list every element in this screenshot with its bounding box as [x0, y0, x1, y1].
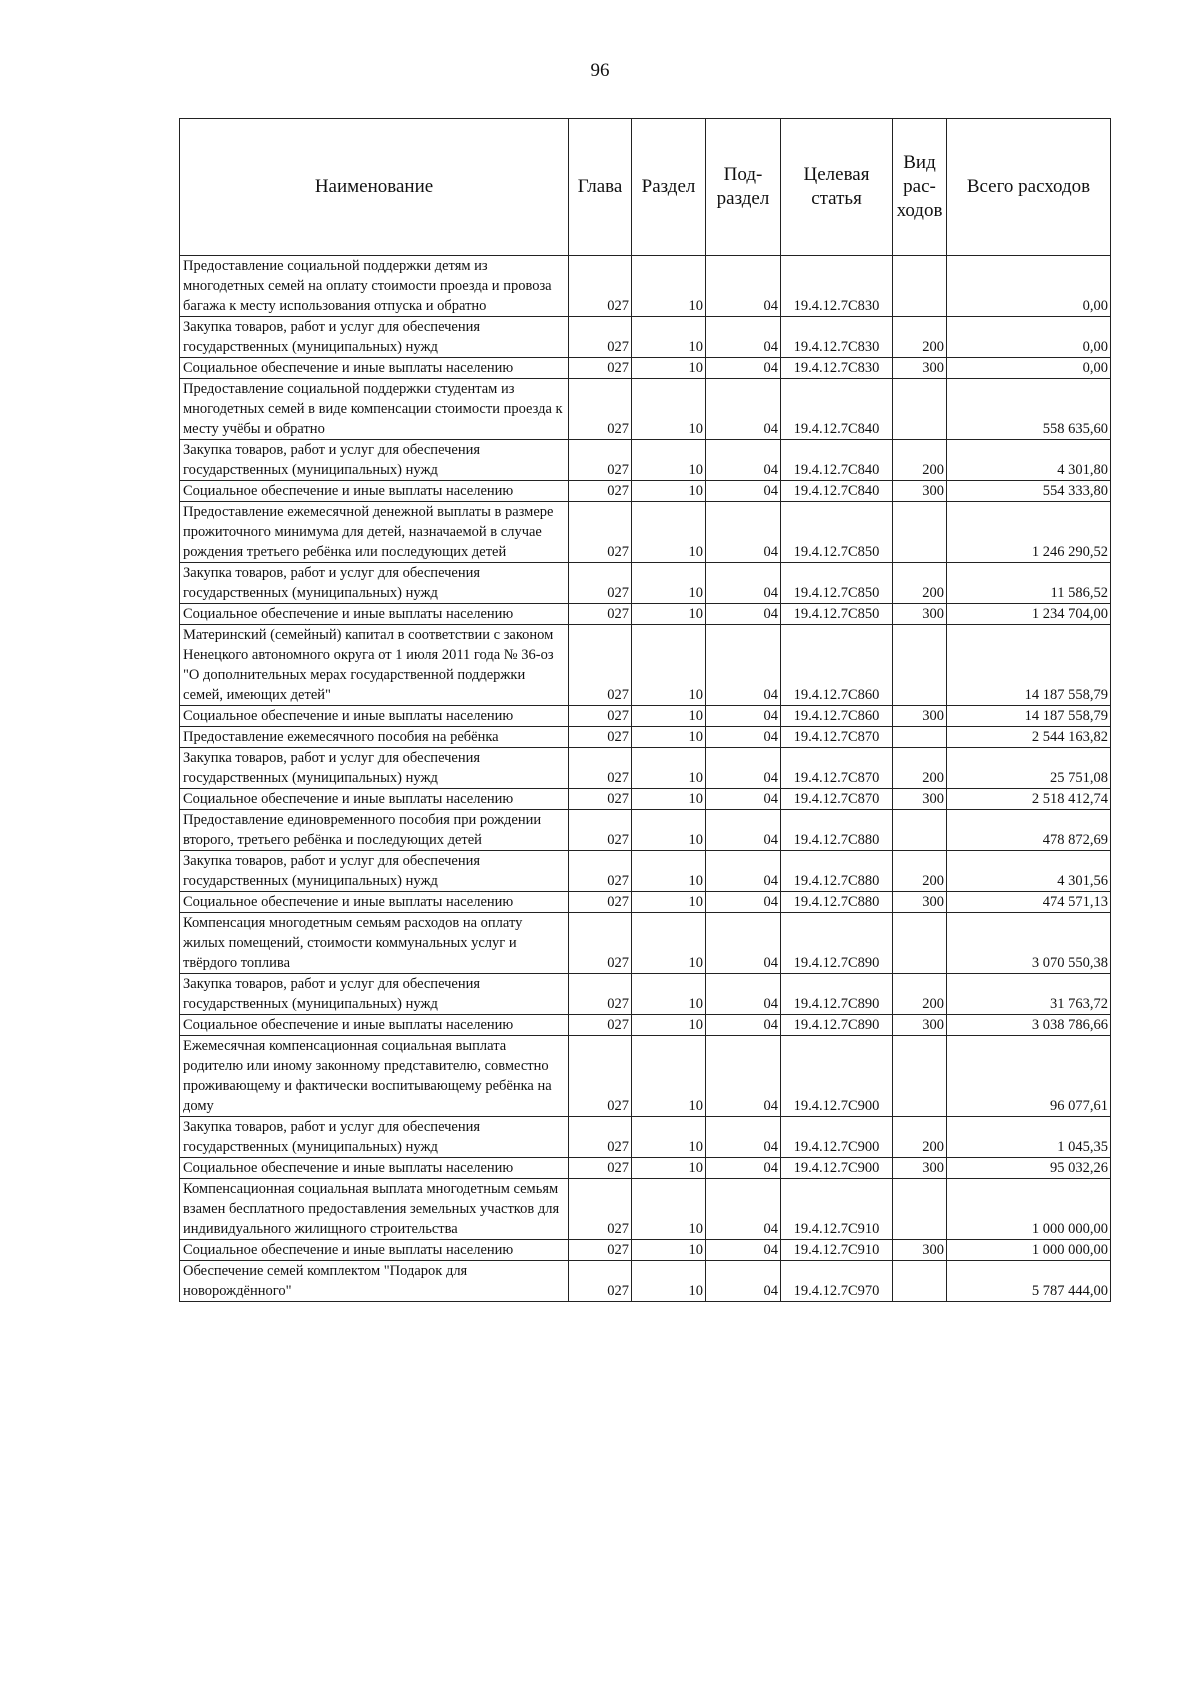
cell-section: 10 [632, 1117, 706, 1158]
cell-expense-kind: 300 [893, 892, 947, 913]
cell-subsection: 04 [706, 481, 781, 502]
cell-total: 14 187 558,79 [947, 706, 1111, 727]
cell-name: Закупка товаров, работ и услуг для обеспечения государственных (муниципальных) нужд [180, 748, 569, 789]
cell-section: 10 [632, 317, 706, 358]
cell-target-article: 19.4.12.7C910 [781, 1179, 893, 1240]
cell-target-article: 19.4.12.7C840 [781, 440, 893, 481]
cell-name: Закупка товаров, работ и услуг для обеспечения государственных (муниципальных) нужд [180, 440, 569, 481]
cell-name: Социальное обеспечение и иные выплаты населению [180, 1158, 569, 1179]
cell-chapter: 027 [569, 1240, 632, 1261]
cell-chapter: 027 [569, 502, 632, 563]
cell-section: 10 [632, 892, 706, 913]
cell-name: Закупка товаров, работ и услуг для обеспечения государственных (муниципальных) нужд [180, 317, 569, 358]
cell-name: Социальное обеспечение и иные выплаты населению [180, 481, 569, 502]
cell-section: 10 [632, 1036, 706, 1117]
cell-chapter: 027 [569, 1158, 632, 1179]
cell-name: Предоставление единовременного пособия при рождении второго, третьего ребёнка и последующих детей [180, 810, 569, 851]
cell-name: Материнский (семейный) капитал в соответствии с законом Ненецкого автономного округа от 1 июля 2011 года № 36-оз "О дополнительных мерах государственной поддержки семей, имеющих детей" [180, 625, 569, 706]
cell-chapter: 027 [569, 481, 632, 502]
cell-target-article: 19.4.12.7C870 [781, 727, 893, 748]
table-row [180, 974, 1111, 1015]
cell-expense-kind: 300 [893, 789, 947, 810]
cell-subsection: 04 [706, 1240, 781, 1261]
cell-section: 10 [632, 810, 706, 851]
cell-target-article: 19.4.12.7C890 [781, 974, 893, 1015]
cell-chapter: 027 [569, 851, 632, 892]
cell-total: 558 635,60 [947, 379, 1111, 440]
cell-subsection: 04 [706, 727, 781, 748]
cell-expense-kind [893, 1261, 947, 1302]
cell-target-article: 19.4.12.7C870 [781, 789, 893, 810]
table-row [180, 748, 1111, 789]
table-row [180, 358, 1111, 379]
header-subsection: Под- раздел [706, 119, 781, 256]
cell-target-article: 19.4.12.7C840 [781, 481, 893, 502]
cell-chapter: 027 [569, 974, 632, 1015]
cell-subsection: 04 [706, 748, 781, 789]
cell-target-article: 19.4.12.7C880 [781, 851, 893, 892]
cell-subsection: 04 [706, 1015, 781, 1036]
cell-chapter: 027 [569, 1261, 632, 1302]
cell-expense-kind [893, 1036, 947, 1117]
cell-target-article: 19.4.12.7C880 [781, 892, 893, 913]
cell-name: Закупка товаров, работ и услуг для обеспечения государственных (муниципальных) нужд [180, 851, 569, 892]
cell-name: Компенсация многодетным семьям расходов на оплату жилых помещений, стоимости коммунальных услуг и твёрдого топлива [180, 913, 569, 974]
cell-section: 10 [632, 1158, 706, 1179]
cell-name: Социальное обеспечение и иные выплаты населению [180, 1015, 569, 1036]
cell-chapter: 027 [569, 379, 632, 440]
cell-subsection: 04 [706, 974, 781, 1015]
cell-expense-kind: 300 [893, 481, 947, 502]
table-row [180, 727, 1111, 748]
table-row [180, 1179, 1111, 1240]
cell-section: 10 [632, 440, 706, 481]
cell-subsection: 04 [706, 892, 781, 913]
cell-total: 11 586,52 [947, 563, 1111, 604]
cell-subsection: 04 [706, 1158, 781, 1179]
cell-name: Закупка товаров, работ и услуг для обеспечения государственных (муниципальных) нужд [180, 563, 569, 604]
cell-subsection: 04 [706, 1036, 781, 1117]
table-row [180, 563, 1111, 604]
cell-target-article: 19.4.12.7C900 [781, 1117, 893, 1158]
table-row [180, 1158, 1111, 1179]
cell-expense-kind: 200 [893, 563, 947, 604]
cell-expense-kind: 200 [893, 974, 947, 1015]
cell-chapter: 027 [569, 317, 632, 358]
cell-total: 554 333,80 [947, 481, 1111, 502]
cell-target-article: 19.4.12.7C910 [781, 1240, 893, 1261]
cell-subsection: 04 [706, 440, 781, 481]
cell-subsection: 04 [706, 625, 781, 706]
page-number: 96 [590, 60, 610, 81]
cell-name: Ежемесячная компенсационная социальная выплата родителю или иному законному представителю, совместно проживающему и фактически воспитывающему ребёнка на дому [180, 1036, 569, 1117]
cell-total: 2 518 412,74 [947, 789, 1111, 810]
table-row [180, 892, 1111, 913]
cell-chapter: 027 [569, 1036, 632, 1117]
cell-target-article: 19.4.12.7C850 [781, 604, 893, 625]
cell-section: 10 [632, 727, 706, 748]
table-row [180, 1261, 1111, 1302]
cell-total: 1 234 704,00 [947, 604, 1111, 625]
cell-total: 25 751,08 [947, 748, 1111, 789]
table-header-row [180, 119, 1111, 256]
cell-chapter: 027 [569, 256, 632, 317]
cell-section: 10 [632, 358, 706, 379]
cell-chapter: 027 [569, 440, 632, 481]
cell-expense-kind: 300 [893, 1015, 947, 1036]
cell-chapter: 027 [569, 1179, 632, 1240]
cell-expense-kind: 200 [893, 1117, 947, 1158]
cell-total: 0,00 [947, 256, 1111, 317]
cell-section: 10 [632, 563, 706, 604]
cell-section: 10 [632, 706, 706, 727]
cell-chapter: 027 [569, 748, 632, 789]
cell-target-article: 19.4.12.7C880 [781, 810, 893, 851]
cell-chapter: 027 [569, 706, 632, 727]
cell-subsection: 04 [706, 789, 781, 810]
cell-target-article: 19.4.12.7C890 [781, 1015, 893, 1036]
cell-expense-kind [893, 913, 947, 974]
cell-expense-kind: 200 [893, 317, 947, 358]
cell-target-article: 19.4.12.7C890 [781, 913, 893, 974]
table-row [180, 502, 1111, 563]
cell-total: 4 301,56 [947, 851, 1111, 892]
table-row [180, 851, 1111, 892]
header-name: Наименование [180, 119, 569, 256]
cell-subsection: 04 [706, 379, 781, 440]
cell-expense-kind: 300 [893, 1158, 947, 1179]
cell-section: 10 [632, 1261, 706, 1302]
cell-total: 1 000 000,00 [947, 1179, 1111, 1240]
cell-name: Предоставление социальной поддержки детям из многодетных семей на оплату стоимости проезда и провоза багажа к месту использования отпуска и обратно [180, 256, 569, 317]
cell-name: Социальное обеспечение и иные выплаты населению [180, 892, 569, 913]
cell-subsection: 04 [706, 706, 781, 727]
cell-expense-kind: 200 [893, 440, 947, 481]
cell-target-article: 19.4.12.7C850 [781, 563, 893, 604]
cell-expense-kind [893, 1179, 947, 1240]
cell-name: Компенсационная социальная выплата многодетным семьям взамен бесплатного предоставления земельных участков для индивидуального жилищного строительства [180, 1179, 569, 1240]
header-section: Раздел [632, 119, 706, 256]
cell-chapter: 027 [569, 625, 632, 706]
table-row [180, 256, 1111, 317]
cell-chapter: 027 [569, 892, 632, 913]
cell-subsection: 04 [706, 1261, 781, 1302]
cell-expense-kind: 300 [893, 706, 947, 727]
cell-subsection: 04 [706, 317, 781, 358]
cell-chapter: 027 [569, 1015, 632, 1036]
table-row [180, 317, 1111, 358]
cell-expense-kind [893, 256, 947, 317]
cell-target-article: 19.4.12.7C850 [781, 502, 893, 563]
cell-name: Предоставление ежемесячной денежной выплаты в размере прожиточного минимума для детей, назначаемой в случае рождения третьего ребёнка или последующих детей [180, 502, 569, 563]
cell-section: 10 [632, 625, 706, 706]
cell-chapter: 027 [569, 1117, 632, 1158]
cell-target-article: 19.4.12.7C830 [781, 256, 893, 317]
cell-target-article: 19.4.12.7C860 [781, 706, 893, 727]
cell-total: 478 872,69 [947, 810, 1111, 851]
cell-target-article: 19.4.12.7C830 [781, 317, 893, 358]
cell-name: Предоставление ежемесячного пособия на ребёнка [180, 727, 569, 748]
cell-total: 3 038 786,66 [947, 1015, 1111, 1036]
cell-name: Социальное обеспечение и иные выплаты населению [180, 358, 569, 379]
table-row [180, 1036, 1111, 1117]
table-row [180, 706, 1111, 727]
table-row [180, 440, 1111, 481]
cell-name: Обеспечение семей комплектом "Подарок для новорождённого" [180, 1261, 569, 1302]
cell-total: 4 301,80 [947, 440, 1111, 481]
cell-subsection: 04 [706, 358, 781, 379]
header-total: Всего расходов [947, 119, 1111, 256]
cell-expense-kind: 200 [893, 748, 947, 789]
cell-subsection: 04 [706, 851, 781, 892]
header-expense-kind: Вид рас- ходов [893, 119, 947, 256]
cell-section: 10 [632, 481, 706, 502]
cell-chapter: 027 [569, 563, 632, 604]
table-row [180, 810, 1111, 851]
cell-total: 3 070 550,38 [947, 913, 1111, 974]
cell-section: 10 [632, 913, 706, 974]
cell-total: 1 000 000,00 [947, 1240, 1111, 1261]
cell-total: 1 045,35 [947, 1117, 1111, 1158]
table-row [180, 481, 1111, 502]
cell-total: 0,00 [947, 317, 1111, 358]
budget-expenditure-table [179, 118, 1111, 1302]
cell-chapter: 027 [569, 358, 632, 379]
cell-name: Социальное обеспечение и иные выплаты населению [180, 789, 569, 810]
cell-target-article: 19.4.12.7C870 [781, 748, 893, 789]
cell-total: 0,00 [947, 358, 1111, 379]
cell-section: 10 [632, 974, 706, 1015]
cell-section: 10 [632, 256, 706, 317]
cell-total: 1 246 290,52 [947, 502, 1111, 563]
header-target-article: Целевая статья [781, 119, 893, 256]
cell-subsection: 04 [706, 913, 781, 974]
cell-name: Социальное обеспечение и иные выплаты населению [180, 604, 569, 625]
cell-section: 10 [632, 379, 706, 440]
cell-expense-kind: 300 [893, 604, 947, 625]
cell-total: 474 571,13 [947, 892, 1111, 913]
cell-expense-kind [893, 727, 947, 748]
cell-total: 31 763,72 [947, 974, 1111, 1015]
cell-total: 14 187 558,79 [947, 625, 1111, 706]
cell-section: 10 [632, 851, 706, 892]
table-row [180, 1117, 1111, 1158]
table-row [180, 913, 1111, 974]
cell-expense-kind [893, 625, 947, 706]
cell-subsection: 04 [706, 256, 781, 317]
table-row [180, 1240, 1111, 1261]
cell-target-article: 19.4.12.7C860 [781, 625, 893, 706]
cell-name: Социальное обеспечение и иные выплаты населению [180, 706, 569, 727]
cell-subsection: 04 [706, 1117, 781, 1158]
cell-subsection: 04 [706, 563, 781, 604]
cell-target-article: 19.4.12.7C970 [781, 1261, 893, 1302]
cell-target-article: 19.4.12.7C830 [781, 358, 893, 379]
cell-expense-kind: 300 [893, 1240, 947, 1261]
cell-expense-kind [893, 379, 947, 440]
header-chapter: Глава [569, 119, 632, 256]
cell-target-article: 19.4.12.7C840 [781, 379, 893, 440]
cell-expense-kind [893, 502, 947, 563]
cell-total: 5 787 444,00 [947, 1261, 1111, 1302]
cell-chapter: 027 [569, 604, 632, 625]
cell-expense-kind: 300 [893, 358, 947, 379]
cell-subsection: 04 [706, 604, 781, 625]
cell-subsection: 04 [706, 502, 781, 563]
cell-expense-kind [893, 810, 947, 851]
cell-subsection: 04 [706, 810, 781, 851]
table-row [180, 625, 1111, 706]
cell-section: 10 [632, 1240, 706, 1261]
cell-section: 10 [632, 604, 706, 625]
cell-chapter: 027 [569, 810, 632, 851]
cell-expense-kind: 200 [893, 851, 947, 892]
cell-section: 10 [632, 1015, 706, 1036]
table-row [180, 789, 1111, 810]
cell-name: Закупка товаров, работ и услуг для обеспечения государственных (муниципальных) нужд [180, 1117, 569, 1158]
cell-section: 10 [632, 1179, 706, 1240]
cell-section: 10 [632, 748, 706, 789]
cell-name: Социальное обеспечение и иные выплаты населению [180, 1240, 569, 1261]
cell-total: 95 032,26 [947, 1158, 1111, 1179]
table-row [180, 379, 1111, 440]
cell-name: Предоставление социальной поддержки студентам из многодетных семей в виде компенсации стоимости проезда к месту учёбы и обратно [180, 379, 569, 440]
table-row [180, 604, 1111, 625]
cell-section: 10 [632, 502, 706, 563]
cell-subsection: 04 [706, 1179, 781, 1240]
table-row [180, 1015, 1111, 1036]
cell-chapter: 027 [569, 913, 632, 974]
cell-total: 2 544 163,82 [947, 727, 1111, 748]
cell-chapter: 027 [569, 789, 632, 810]
cell-target-article: 19.4.12.7C900 [781, 1158, 893, 1179]
cell-chapter: 027 [569, 727, 632, 748]
cell-total: 96 077,61 [947, 1036, 1111, 1117]
cell-section: 10 [632, 789, 706, 810]
cell-name: Закупка товаров, работ и услуг для обеспечения государственных (муниципальных) нужд [180, 974, 569, 1015]
cell-target-article: 19.4.12.7C900 [781, 1036, 893, 1117]
